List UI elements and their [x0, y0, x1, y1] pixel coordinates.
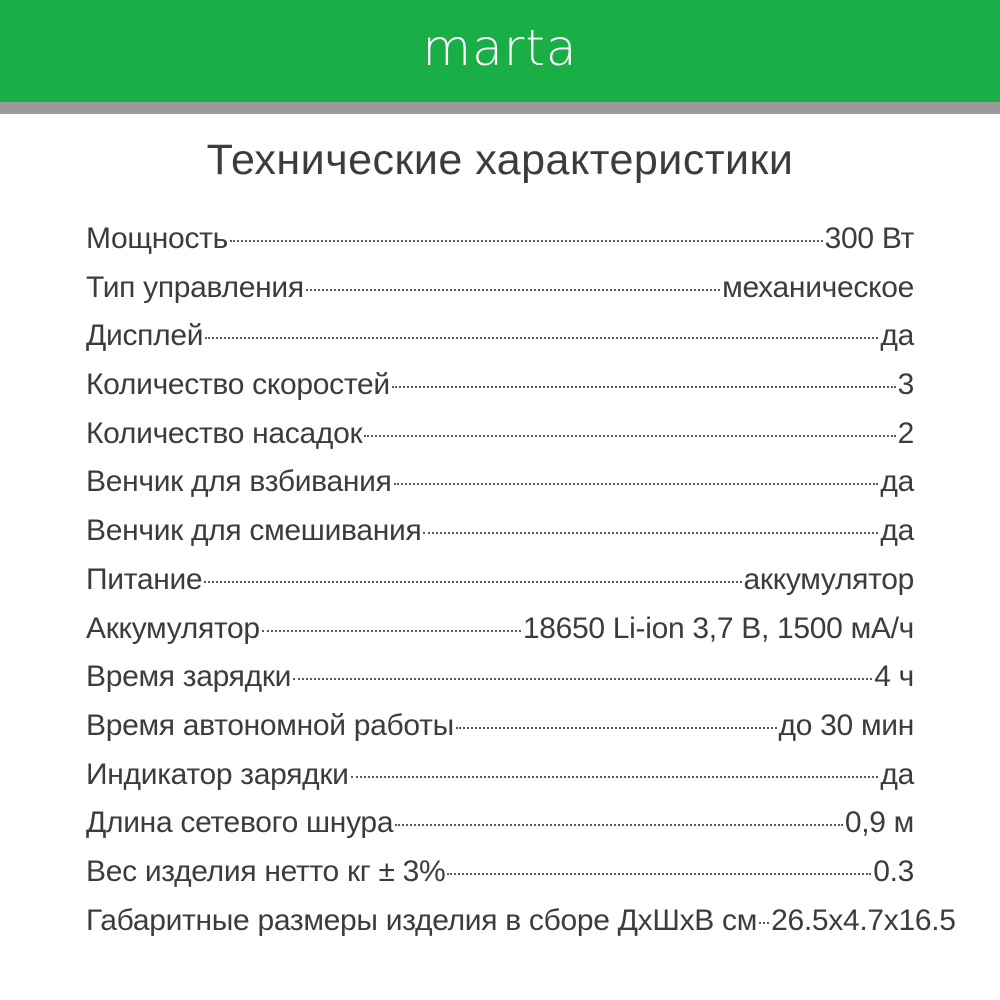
- spec-value: да: [880, 319, 914, 353]
- brand-logo: marta: [422, 19, 578, 77]
- spec-value: 26.5х4.7х16.5: [771, 903, 956, 937]
- spec-value: да: [880, 465, 914, 499]
- leader-dots: [395, 824, 843, 826]
- spec-label: Аккумулятор: [86, 611, 260, 645]
- leader-dots: [394, 483, 879, 485]
- spec-value: 300 Вт: [824, 222, 914, 255]
- spec-value: до 30 мин: [778, 708, 914, 742]
- spec-label: Длина сетевого шнура: [86, 806, 394, 840]
- spec-row-power-source: [86, 556, 914, 605]
- spec-list: [86, 215, 956, 945]
- spec-label: Питание: [86, 562, 203, 596]
- spec-row-power: [86, 215, 914, 264]
- spec-row-runtime: [86, 702, 914, 751]
- leader-dots: [456, 727, 777, 729]
- spec-row-display: [86, 312, 914, 361]
- leader-dots: [230, 240, 823, 242]
- brand-header: [0, 0, 1000, 102]
- leader-dots: [759, 922, 769, 924]
- spec-value: 0,9 м: [844, 806, 914, 840]
- page-title: Технические характеристики: [206, 136, 794, 184]
- leader-dots: [423, 532, 878, 534]
- spec-value: 0.3: [873, 854, 914, 888]
- spec-row-net-weight: [86, 848, 914, 897]
- header-divider: [0, 102, 1000, 114]
- spec-label: Мощность: [86, 222, 228, 255]
- leader-dots: [392, 386, 896, 388]
- spec-row-whisk-mixing: [86, 507, 914, 556]
- spec-label: Количество насадок: [86, 416, 363, 450]
- leader-dots: [447, 873, 871, 875]
- spec-label: Венчик для смешивания: [86, 514, 422, 548]
- leader-dots: [293, 678, 872, 680]
- spec-label: Время зарядки: [86, 660, 292, 694]
- spec-label: Индикатор зарядки: [86, 757, 349, 791]
- spec-label: Венчик для взбивания: [86, 465, 392, 499]
- spec-value: 18650 Li-ion 3,7 В, 1500 мА/ч: [522, 611, 914, 645]
- spec-row-dimensions: [86, 897, 956, 946]
- spec-row-charging-time: [86, 653, 914, 702]
- spec-row-whisk-beating: [86, 458, 914, 507]
- spec-row-battery: [86, 605, 914, 654]
- spec-row-attachments: [86, 410, 914, 459]
- leader-dots: [364, 435, 895, 437]
- spec-label: Количество скоростей: [86, 368, 390, 402]
- leader-dots: [262, 630, 521, 632]
- spec-label: Габаритные размеры изделия в сборе ДхШхВ см: [86, 903, 758, 937]
- leader-dots: [351, 776, 879, 778]
- spec-label: Вес изделия нетто кг ± 3%: [86, 854, 446, 888]
- spec-row-control-type: [86, 264, 914, 313]
- spec-value: да: [880, 757, 914, 791]
- spec-value: аккумулятор: [743, 562, 914, 596]
- leader-dots: [204, 581, 741, 583]
- spec-value: 2: [897, 416, 914, 450]
- spec-value: да: [880, 514, 914, 548]
- leader-dots: [205, 337, 878, 339]
- spec-label: Дисплей: [86, 319, 204, 353]
- spec-row-charge-indicator: [86, 751, 914, 800]
- spec-value: механическое: [722, 270, 914, 304]
- spec-label: Тип управления: [86, 270, 304, 304]
- spec-row-speeds: [86, 361, 914, 410]
- leader-dots: [306, 289, 720, 291]
- spec-value: 4 ч: [874, 660, 914, 694]
- spec-value: 3: [897, 368, 914, 402]
- spec-row-cord-length: [86, 799, 914, 848]
- spec-label: Время автономной работы: [86, 708, 454, 742]
